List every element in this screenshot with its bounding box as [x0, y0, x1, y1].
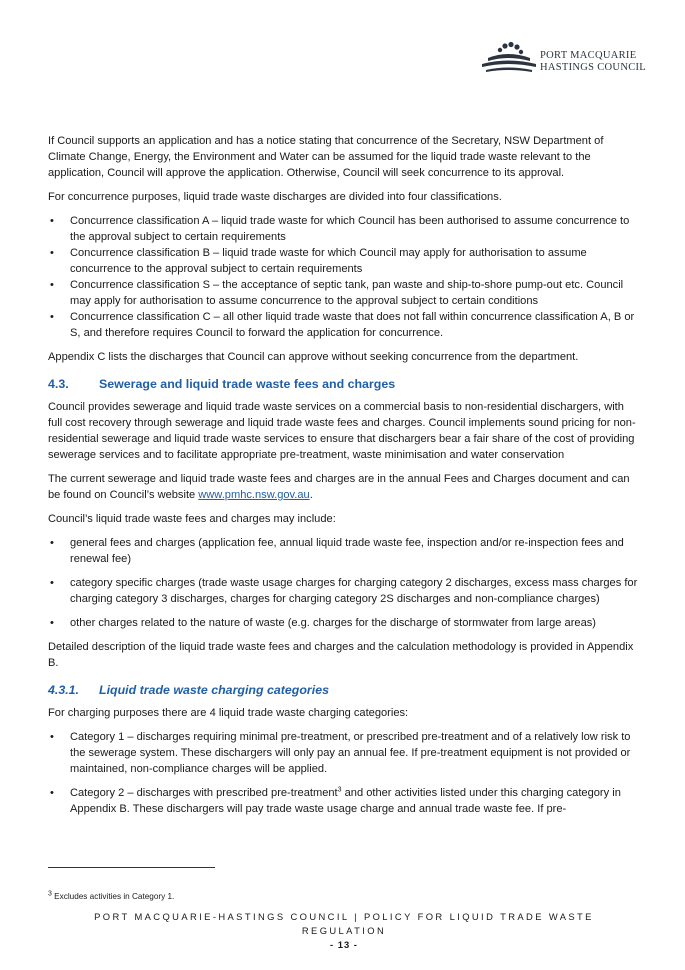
list-item: • Concurrence classification S – the acceptance of septic tank, pan waste and ship-to-shore pump-out etc. Council may apply for authorisation to assume concurrence to the approval subject to certain conditions — [48, 277, 640, 309]
page-number: - 13 - — [330, 939, 358, 950]
paragraph-charging-intro: For charging purposes there are 4 liquid trade waste charging categories: — [48, 707, 409, 719]
list-item: • Concurrence classification A – liquid trade waste for which Council has been authorised to assume concurrence to the approval subject to certain requirements — [48, 213, 640, 245]
list-item: • general fees and charges (application fee, annual liquid trade waste fee, inspection and/or re-inspection fees and renewal fee) — [48, 535, 640, 567]
list-item: • category specific charges (trade waste usage charges for charging category 2 discharges, excess mass charges for charging category 3 discharges, charges for charging category 2S discharges and non-compliance charges) — [48, 575, 640, 607]
fees-list — [48, 535, 640, 631]
paragraph-classifications: For concurrence purposes, liquid trade waste discharges are divided into four classifications. — [48, 191, 502, 203]
text-span: The current sewerage and liquid trade waste fees and charges are in the annual Fees and Charges document and can be found on Council’s website — [48, 473, 630, 501]
footer-title-line-1: PORT MACQUARIE-HASTINGS COUNCIL | POLICY FOR LIQUID TRADE WASTE — [94, 911, 594, 922]
council-logo-icon — [478, 40, 538, 76]
section-heading-4-3 — [48, 376, 640, 392]
text-span: and other activities listed under this charging category in Appendix B. These dischargers will pay trade waste usage charge and annual trade waste fee. If pre- — [70, 787, 621, 815]
list-item: • Category 1 – discharges requiring minimal pre-treatment, or prescribed pre-treatment and of a relatively low risk to the sewerage system. These dischargers will only pay an annual fee. If pre-treatment equipment is not provided or maintained, non-compliance charges will be applied. — [48, 729, 640, 777]
footnote-ref[interactable]: 3 — [337, 786, 342, 794]
footnote-divider — [48, 867, 215, 868]
logo-line-2: HASTINGS COUNCIL — [540, 62, 647, 73]
paragraph-fees-document — [48, 471, 640, 503]
section-number: 4.3. — [48, 377, 69, 391]
text-span: Category 2 – discharges with prescribed pre-treatment — [70, 787, 338, 799]
section-title: Sewerage and liquid trade waste fees and charges — [99, 377, 396, 391]
list-item: • Concurrence classification C – all other liquid trade waste that does not fall within concurrence classification A, B or S, and therefore requires Council to forward the application for concurrence. — [48, 309, 640, 341]
paragraph-services: Council provides sewerage and liquid trade waste services on a commercial basis to non-residential dischargers, with full cost recovery through sewerage and liquid trade waste fees and charges. Council implements sound pricing for non-residential sewerage and liquid trade waste services to ensure that dischargers bear a fair share of the cost of providing sewerage services and to facilitate appropriate pre-treatment, waste minimisation and water conservation — [48, 401, 636, 461]
council-logo — [478, 40, 647, 76]
concurrence-list — [48, 213, 640, 341]
paragraph-fees-include: Council’s liquid trade waste fees and charges may include: — [48, 513, 336, 525]
footnote-text: Excludes activities in Category 1. — [51, 892, 175, 901]
list-item: • other charges related to the nature of waste (e.g. charges for the discharge of stormwater from large areas) — [48, 615, 640, 631]
document-body — [48, 133, 640, 825]
list-item — [48, 785, 640, 817]
section-number: 4.3.1. — [48, 683, 80, 697]
paragraph-appendix-c: Appendix C lists the discharges that Council can approve without seeking concurrence from the department. — [48, 351, 579, 363]
council-website-link[interactable]: www.pmhc.nsw.gov.au — [198, 489, 310, 501]
charging-categories-list — [48, 729, 640, 817]
section-title: Liquid trade waste charging categories — [99, 683, 329, 697]
council-logo-text — [540, 50, 646, 74]
footnote — [48, 892, 174, 901]
footnote-number: 3 — [48, 890, 52, 898]
list-item: • Concurrence classification B – liquid trade waste for which Council may apply for authorisation to assume concurrence to the approval subject to certain requirements — [48, 245, 640, 277]
page-footer — [48, 910, 640, 952]
paragraph-appendix-b: Detailed description of the liquid trade waste fees and charges and the calculation methodology is provided in Appendix B. — [48, 641, 634, 669]
section-heading-4-3-1 — [48, 682, 640, 698]
paragraph-concurrence-intro: If Council supports an application and has a notice stating that concurrence of the Secretary, NSW Department of Climate Change, Energy, the Environment and Water can be assumed for the liquid trade waste relevant to the application, Council will approve the application. Otherwise, Council will seek concurrence to its approval. — [48, 135, 604, 179]
logo-line-1: PORT MACQUARIE — [540, 50, 637, 61]
footer-title-line-2: REGULATION — [301, 925, 387, 936]
text-span: . — [309, 489, 313, 501]
